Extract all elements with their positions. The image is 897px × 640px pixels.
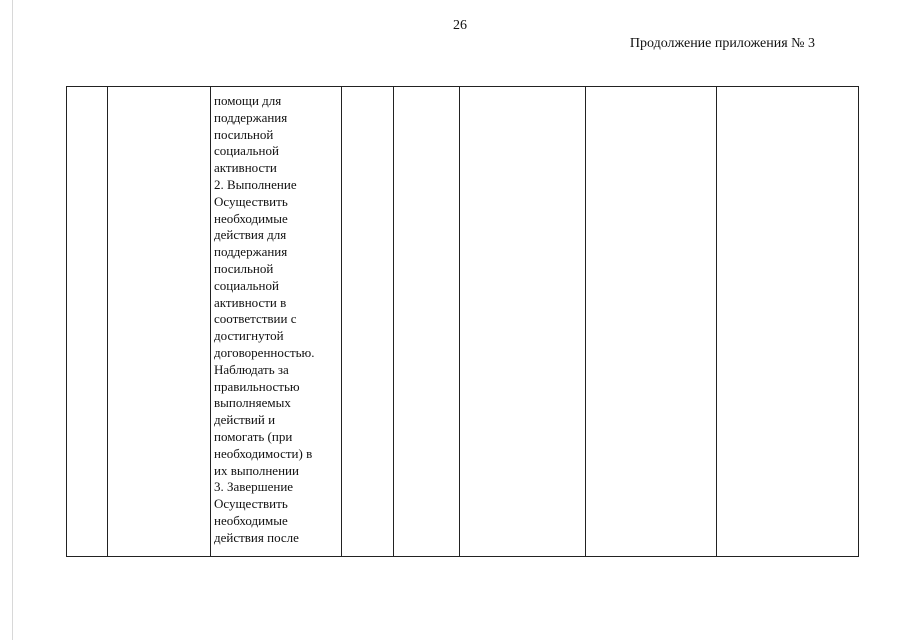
procedure-text-line: необходимые	[214, 512, 288, 528]
table-row	[67, 87, 859, 557]
procedure-text-line: Осуществить	[214, 496, 288, 512]
procedure-text	[211, 87, 341, 547]
procedure-text-line: поддержания	[214, 109, 288, 125]
procedure-text-line: Осуществить	[214, 193, 288, 209]
procedure-text-line: социальной	[214, 143, 279, 159]
procedure-text-line: их выполнении	[214, 462, 299, 478]
procedure-text-line: договоренностью.	[214, 344, 315, 360]
procedure-text-line: Наблюдать за	[214, 361, 289, 377]
procedure-text-line: поддержания	[214, 244, 288, 260]
procedure-text-line: 2. Выполнение	[214, 176, 297, 192]
procedure-text-line: социальной	[214, 277, 279, 293]
continuation-label: Продолжение приложения № 3	[629, 36, 815, 51]
table-cell-7	[586, 87, 717, 557]
table-cell-2	[108, 87, 211, 557]
appendix-table	[66, 86, 859, 557]
procedure-text-line: активности в	[214, 294, 287, 310]
procedure-text-line: соответствии с	[214, 311, 297, 327]
procedure-text-line: выполняемых	[214, 395, 291, 411]
procedure-text-line: помощи для	[214, 93, 282, 108]
table-cell-1	[67, 87, 108, 557]
procedure-text-line: 3. Завершение	[214, 479, 294, 495]
procedure-text-line: действий и	[214, 412, 276, 428]
table-cell-4	[342, 87, 394, 557]
table-cell-8	[717, 87, 859, 557]
table-cell-5	[394, 87, 460, 557]
procedure-text-line: посильной	[214, 126, 274, 142]
procedure-text-line: посильной	[214, 260, 274, 276]
procedure-text-line: активности	[214, 160, 277, 176]
procedure-text-line: действия после	[214, 529, 299, 545]
procedure-text-line: необходимости) в	[214, 445, 313, 461]
page-number: 26	[453, 18, 467, 33]
procedure-text-line: помогать (при	[214, 428, 293, 444]
table-cell-6	[460, 87, 586, 557]
table-cell-3	[211, 87, 342, 557]
procedure-text-line: правильностью	[214, 378, 300, 394]
page-margin-line	[12, 0, 13, 640]
procedure-text-line: достигнутой	[214, 328, 284, 344]
procedure-text-line: необходимые	[214, 210, 288, 226]
procedure-text-line: действия для	[214, 227, 287, 243]
